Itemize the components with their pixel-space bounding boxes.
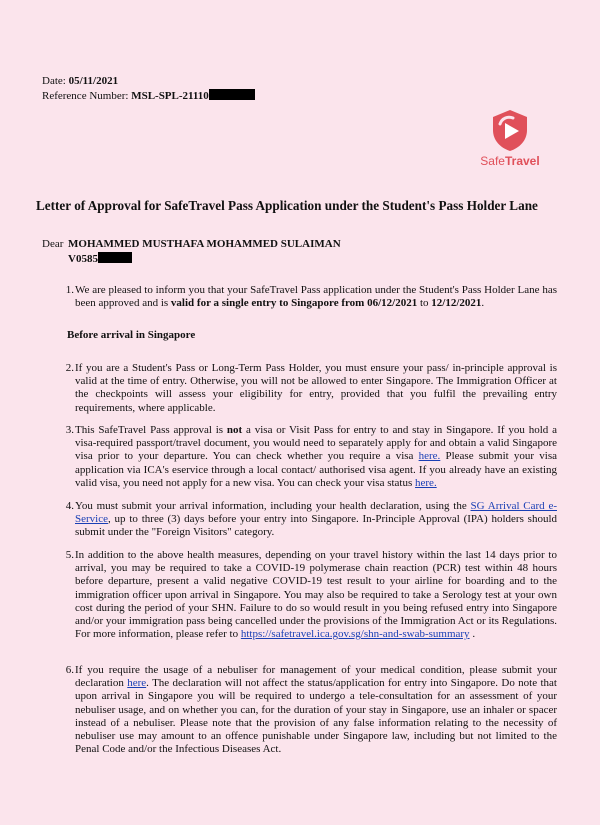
visa-check-link[interactable]: here. [418, 450, 441, 463]
redaction-block [209, 89, 255, 100]
safetravel-logo [478, 108, 542, 168]
recipient-name: MOHAMMED MUSTHAFA MOHAMMED SULAIMAN [68, 238, 341, 250]
item-text: In addition to the above health measures, depending on your travel history within the last 14 days prior to arrival, you may be required to take a COVID-19 polymerase chain reaction (PCR) test within 48 hours before departure, present a valid negative COVID-19 test result to your airline for boarding and to the immigration officer upon arrival in Singapore. You may also be required to take a Serology test at your own cost during the period of your SHN. Failure to do so would result in you being refused entry into Singapore and/or your immigration pass being cancelled under the provisions of the Immigration Act or its Regulations. For more information, please refer to https://safetravel.ica.gov.sg/shn-and-swab-summary . [75, 549, 557, 641]
item-number: 1. [65, 284, 74, 296]
section-heading: Before arrival in Singapore [67, 329, 196, 341]
date-label: Date: [42, 75, 66, 87]
list-item-3 [60, 424, 557, 490]
safetravel-logo-text: SafeTravel [480, 154, 540, 168]
visa-status-link[interactable]: here. [415, 476, 437, 489]
recipient-block [68, 237, 341, 267]
list-item-1 [60, 284, 557, 310]
item-text: We are pleased to inform you that your SafeTravel Pass application under the Student's Pass Holder Lane has been approved and is valid for a single entry to Singapore from 06/12/2021 to 12/12/2021. [75, 284, 557, 310]
redaction-block [98, 252, 132, 263]
item-text: If you are a Student's Pass or Long-Term Pass Holder, you must ensure your pass/ in-principle approval is valid at the time of entry. Otherwise, you will not be allowed to enter Singapore. The Immigration Officer at the checkpoints will assess your eligibility for entry, provided that you fulfil the prevailing entry requirements, where applicable. [75, 362, 557, 414]
reference-value: MSL-SPL-21110 [131, 90, 209, 102]
item-number: 5. [65, 549, 74, 561]
item-number: 3. [65, 424, 74, 436]
list-item-5 [60, 549, 557, 641]
letter-header [42, 74, 255, 104]
recipient-id-line [68, 252, 341, 267]
salutation: Dear [42, 238, 64, 250]
reference-line [42, 89, 255, 104]
list-item-2 [60, 362, 557, 415]
item-number: 4. [65, 500, 74, 512]
list-item-6 [60, 664, 557, 756]
item-text: You must submit your arrival information, including your health declaration, using the SG Arrival Card e-Service, up to three (3) days before your entry into Singapore. In-Principle Approval (IPA) holders should submit under the "Foreign Visitors" category. [75, 500, 557, 539]
item-text: If you require the usage of a nebuliser for management of your medical condition, please submit your declaration here. The declaration will not affect the status/application for entry into Singapore. Do note that upon arrival in Singapore you will be required to undergo a tele-consultation for an assessment of your nebuliser usage, and on whether you can, for the duration of your stay in Singapore, use an inhaler or spacer instead of a nebuliser. Please note that the provision of any false information relating to the necessity of nebuliser use may amount to an offence punishable under Singapore law, including but not limited to the Penal Code and/or the Infectious Diseases Act. [75, 664, 557, 756]
reference-label: Reference Number: [42, 90, 129, 102]
nebuliser-declaration-link[interactable]: here [127, 677, 147, 690]
date-value: 05/11/2021 [68, 75, 119, 87]
sg-arrival-card-link[interactable]: SG Arrival Card e-Service [75, 500, 557, 526]
date-line [42, 74, 255, 89]
safetravel-shield-icon [490, 108, 530, 152]
recipient-id: V0585 [68, 253, 98, 265]
item-number: 6. [65, 664, 74, 676]
item-number: 2. [65, 362, 74, 374]
item-text: This SafeTravel Pass approval is not a visa or Visit Pass for entry to and stay in Singapore. If you hold a visa-required passport/travel document, you would need to separately apply for and obtain a valid Singapore visa prior to your departure. You can check whether you require a visa here. Please submit your visa application via ICA's eservice through a local contact/ authorised visa agent. If you already have an existing valid visa, you need not apply for a new visa. You can check your visa status here. [75, 424, 557, 489]
list-item-4 [60, 500, 557, 540]
shn-swab-summary-link[interactable]: https://safetravel.ica.gov.sg/shn-and-swab-summary [240, 628, 470, 641]
letter-title: Letter of Approval for SafeTravel Pass Application under the Student's Pass Holder Lane [36, 198, 538, 213]
